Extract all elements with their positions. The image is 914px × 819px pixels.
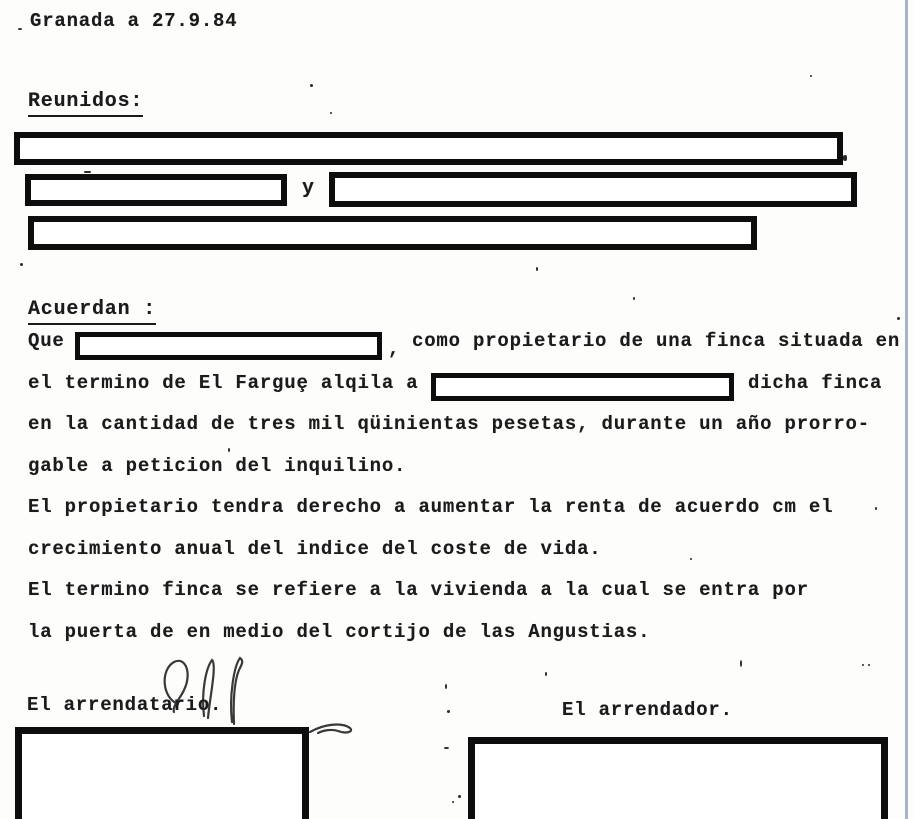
- scan-noise-speck: [444, 747, 449, 749]
- body-line-3: en la cantidad de tres mil qüinientas pesetas, durante un año prorro-: [28, 413, 870, 435]
- redaction-box-4: [28, 216, 757, 250]
- scan-noise-speck: [875, 507, 877, 510]
- scan-noise-speck: [633, 297, 635, 300]
- redaction-box-3: [329, 172, 857, 207]
- scan-noise-speck: [810, 75, 812, 77]
- scan-noise-speck: [536, 267, 538, 271]
- body-line-4: gable a peticion del inquilino.: [28, 455, 407, 477]
- scan-noise-speck: [20, 263, 23, 266]
- redaction-box-1: [14, 132, 843, 165]
- signature-label-right: El arrendador.: [562, 699, 733, 721]
- scan-noise-speck: [862, 664, 864, 666]
- scan-edge-line: [905, 0, 908, 819]
- body-line-que: Que: [28, 330, 65, 352]
- scan-noise-speck: [897, 317, 900, 320]
- body-line-8: la puerta de en medio del cortijo de las Angustias.: [28, 621, 651, 643]
- signature-scribble: [138, 652, 388, 752]
- scan-noise-speck: [447, 710, 450, 713]
- redaction-box-2: [25, 174, 287, 206]
- conjunction-y: y: [302, 177, 315, 200]
- scan-noise-speck: [458, 795, 461, 798]
- body-line-5: El propietario tendra derecho a aumentar la renta de acuerdo cm el: [28, 496, 834, 518]
- signature-redaction-box-right: [468, 737, 888, 819]
- redaction-box-5: [75, 332, 382, 360]
- reunidos-heading: Reunidos:: [28, 90, 143, 117]
- scan-noise-speck: [868, 664, 870, 666]
- scan-noise-speck: [690, 558, 692, 560]
- scan-noise-speck: [843, 155, 847, 161]
- scan-noise-speck: [740, 660, 742, 667]
- scan-noise-speck: [18, 28, 22, 30]
- date-line: Granada a 27.9.84: [30, 10, 238, 32]
- scan-noise-speck: [545, 672, 547, 676]
- scan-noise-speck: [228, 448, 230, 452]
- scan-noise-speck: [310, 84, 313, 87]
- signature-label-left: El arrendatario.: [27, 694, 223, 716]
- scan-noise-speck: [445, 684, 447, 689]
- body-line-7: El termino finca se refiere a la vivienda a la cual se entra por: [28, 579, 809, 601]
- scan-noise-speck: [452, 801, 454, 803]
- acuerdan-heading: Acuerdan :: [28, 298, 156, 325]
- redaction-box-6: [431, 373, 734, 401]
- body-line-1: como propietario de una finca situada en: [412, 330, 901, 352]
- scan-noise-speck: [84, 171, 91, 173]
- body-line-6: crecimiento anual del indice del coste de vida.: [28, 538, 602, 560]
- body-line-2-end: dicha finca: [748, 372, 883, 394]
- body-line-2-start: el termino de El Farguȩ alqila a: [28, 372, 419, 394]
- scan-noise-speck: [330, 112, 332, 114]
- comma-after-redaction: ,: [388, 338, 401, 360]
